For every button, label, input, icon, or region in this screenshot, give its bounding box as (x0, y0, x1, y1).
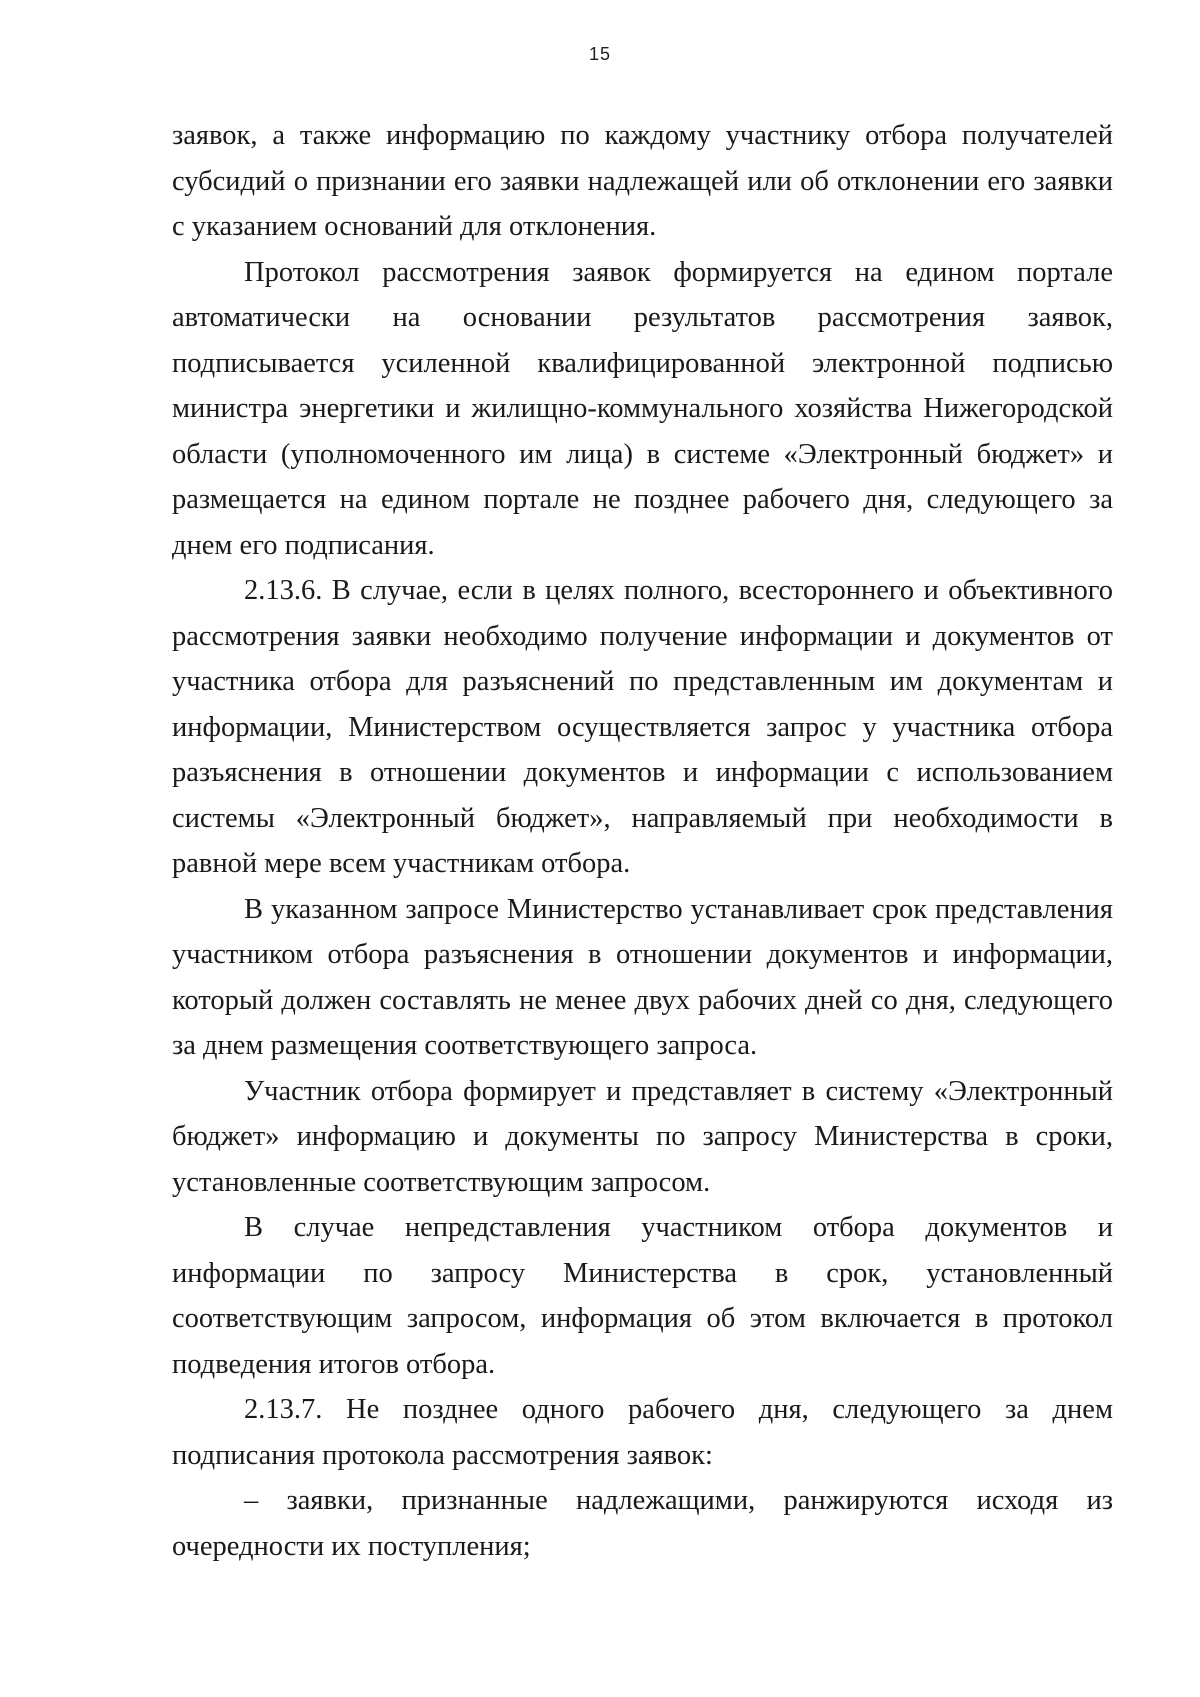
paragraph-non-submission: В случае непредставления участником отбора документов и информации по запросу Министерства в срок, установленный соответствующим запросом, информация об этом включается в протокол подведения итогов отбора. (172, 1212, 1113, 1380)
page-number: 15 (588, 44, 612, 64)
paragraph-participant-response: Участник отбора формирует и представляет в систему «Электронный бюджет» информацию и документы по запросу Министерства в сроки, установленные соответствующим запросом. (172, 1075, 1113, 1198)
paragraph-request-deadline: В указанном запросе Министерство устанавливает срок представления участником отбора разъяснения в отношении документов и информации, который должен составлять не менее двух рабочих дней со дня, следующего за днем размещения соответствующего запроса. (172, 893, 1113, 1061)
paragraph-2-13-7: 2.13.7. Не позднее одного рабочего дня, следующего за днем подписания протокола рассмотрения заявок: (172, 1394, 1113, 1471)
paragraph-2-13-6: 2.13.6. В случае, если в целях полного, всестороннего и объективного рассмотрения заявки необходимо получение информации и документов от участника отбора для разъяснений по представленным им документам и информации, Министерством осуществляется запрос у участника отбора разъяснения в отношении документов и информации с использованием системы «Электронный бюджет», направляемый при необходимости в равной мере всем участникам отбора. (172, 575, 1113, 879)
document-body (172, 113, 1113, 1569)
paragraph-continuation: заявок, а также информацию по каждому участнику отбора получателей субсидий о признании его заявки надлежащей или об отклонении его заявки с указанием оснований для отклонения. (172, 120, 1113, 242)
paragraph-protocol: Протокол рассмотрения заявок формируется на едином портале автоматически на основании результатов рассмотрения заявок, подписывается усиленной квалифицированной электронной подписью министра энергетики и жилищно-коммунального хозяйства Нижегородской области (уполномоченного им лица) в системе «Электронный бюджет» и размещается на едином портале не позднее рабочего дня, следующего за днем его подписания. (172, 256, 1113, 561)
list-item-ranking: – заявки, признанные надлежащими, ранжируются исходя из очередности их поступления; (172, 1485, 1113, 1562)
